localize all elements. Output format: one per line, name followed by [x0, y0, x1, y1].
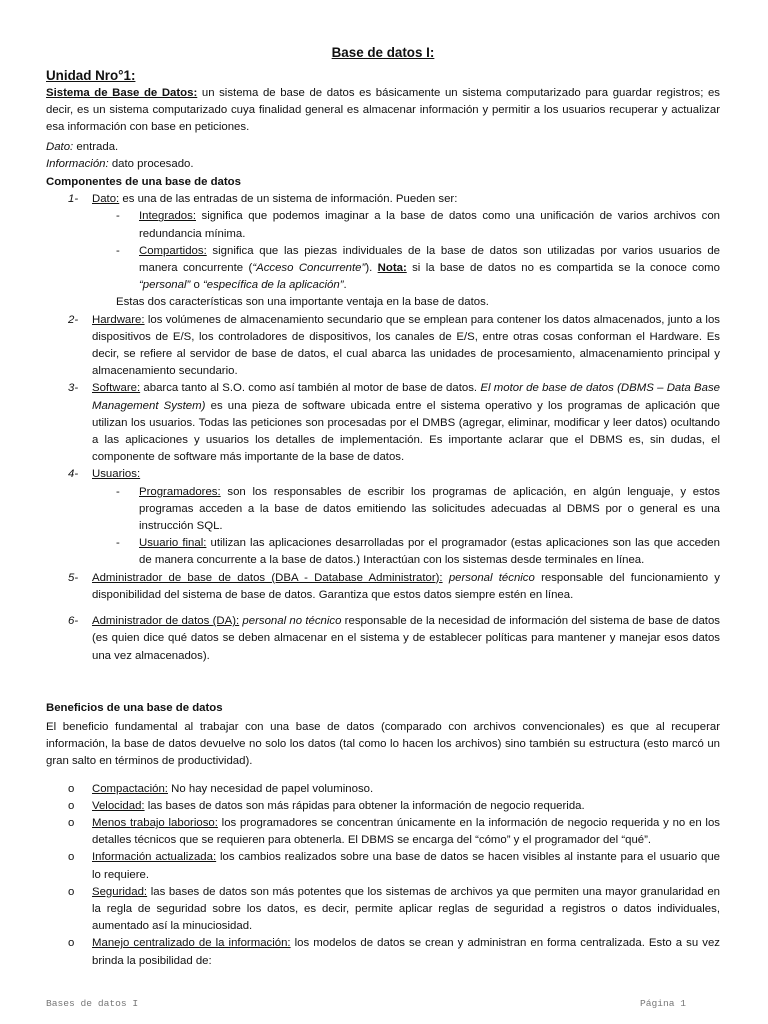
item-number: 5- — [68, 571, 79, 584]
benefit-text: los cambios realizados sobre una base de datos se hacen visibles al instante para el usuario que lo requiere. — [92, 851, 720, 881]
item-term: Software: — [92, 382, 141, 395]
sub-item-text: significa que podemos imaginar a la base de datos como una unificación de varios archivos con redundancia mínima. — [139, 210, 720, 240]
sub-item-italic: “específica de la aplicación” — [202, 279, 344, 292]
benefits-intro: El beneficio fundamental al trabajar con una base de datos (comparado con archivos convencionales) es que al recuperar información, la base de datos devuelve no solo los datos (tal como lo hacen los archivos) sino también su estructura (esto marcó un gran salto en términos de productividad). — [46, 720, 720, 768]
informacion-definition — [46, 156, 720, 173]
bullet-marker: o — [68, 816, 75, 829]
item-number: 2- — [68, 313, 79, 326]
dash-bullet: - — [116, 244, 120, 257]
sub-item-term: Compartidos: — [139, 244, 207, 257]
benefit-term: Compactación: — [92, 782, 168, 795]
benefit-term: Seguridad: — [92, 885, 148, 898]
bullet-marker: o — [68, 799, 75, 812]
item-term: Hardware: — [92, 313, 145, 326]
benefit-term: Menos trabajo laborioso: — [92, 816, 218, 829]
benefit-item — [46, 815, 720, 849]
item-number: 4- — [68, 468, 79, 481]
sub-item-text: significa que las piezas individuales de la base de datos son utilizadas por varios usuarios de manera concurrente ( — [139, 244, 720, 275]
item-italic: El motor de base de datos (DBMS – Data Base Management System) — [92, 382, 720, 412]
dash-bullet: - — [116, 210, 120, 223]
item-text: responsable del funcionamiento y disponibilidad del sistema de base de datos. Garantiza que estos datos siempre estén en línea. — [92, 571, 720, 601]
document-page — [46, 44, 720, 970]
unit-heading: Unidad Nro°1: — [46, 68, 136, 83]
dato-text: entrada. — [73, 140, 119, 153]
benefit-text: No hay necesidad de papel voluminoso. — [167, 782, 374, 795]
item-italic: personal técnico — [442, 571, 535, 584]
benefit-item — [46, 849, 720, 883]
footer-left: Bases de datos I — [46, 998, 139, 1009]
item-number: 1- — [68, 193, 79, 206]
intro-text: un sistema de base de datos es básicamente un sistema computarizado para guardar registros; es decir, es un sistema computarizado cuya finalidad general es almacenar información y permitir a los usuarios recuperar y actualizar esa información con base en peticiones. — [46, 87, 720, 134]
sub-item-text: utilizan las aplicaciones desarrolladas por el programador (estas aplicaciones son las que acceden de manera concurrente a la base de datos.) Interactúan con los sistemas desde terminales en línea. — [139, 537, 720, 567]
benefit-term: Información actualizada: — [92, 851, 217, 864]
benefits-list — [46, 781, 720, 970]
sub-item-text: son los responsables de escribir los programas de aplicación, en algún lenguaje, y estos programas acceden a la base de datos emitiendo las solicitudes adecuadas al DBMS por o general es una instrucción SQL. — [139, 485, 720, 533]
benefit-term: Velocidad: — [92, 799, 145, 812]
informacion-text: dato procesado. — [108, 157, 194, 170]
sub-item-text: si la base de datos no es compartida se la conoce como — [406, 262, 720, 275]
item-text: es una pieza de software ubicada entre el sistema operativo y los programas de aplicación que utilizan los usuarios. Todas las peticiones son procesadas por el DMBS (agregar, eliminar, modificar y leer datos) ocultando a las aplicaciones y usuarios los detalles de implementación. Es importante aclarar que el DBMS es, sin dudas, el componente de software más importante de la base de datos. — [92, 399, 721, 464]
item-term: Dato: — [92, 193, 120, 206]
benefit-text: las bases de datos son más rápidas para obtener la información de negocio requerida. — [144, 799, 585, 812]
sub-item-term: Usuario final: — [139, 537, 207, 550]
item-term: Administrador de datos (DA): — [92, 615, 240, 628]
sub-item-italic: “personal” — [139, 279, 191, 292]
sub-item-programadores — [46, 484, 720, 536]
sub-item-term: Programadores: — [139, 485, 221, 498]
component-item-da — [46, 613, 720, 665]
benefit-item — [46, 935, 720, 969]
dato-definition — [46, 139, 720, 156]
item-text: responsable de la necesidad de información del sistema de base de datos (es quien dice qué datos se deben almacenar en el sistema y de establecer políticas para mantener y manejar esos datos una vez almacenados). — [92, 615, 720, 662]
dash-bullet: - — [116, 537, 120, 550]
footer-page-number: Página 1 — [639, 998, 686, 1009]
item-text: es una de las entradas de un sistema de información. Pueden ser: — [119, 193, 458, 206]
component-item-dba — [46, 570, 720, 604]
item-number: 3- — [68, 382, 79, 395]
item-text: los volúmenes de almacenamiento secundario que se emplean para contener los datos almacenados, junto a los dispositivos de E/S, los controladores de dispositivos, los canales de E/S, entre otras cosas conforman el Hardware. Es decir, se refiere al servidor de base de datos, el cual abarca las unidades de procesamiento, almacenamiento principal y almacenamiento secundario. — [92, 313, 720, 378]
sub-item-text: . — [343, 279, 347, 292]
sub-item-compartidos — [46, 243, 720, 295]
dash-bullet: - — [116, 485, 120, 498]
components-heading: Componentes de una base de datos — [46, 176, 241, 189]
sub-item-integrados — [46, 208, 720, 242]
item-term: Usuarios: — [92, 468, 141, 481]
bullet-marker: o — [68, 851, 75, 864]
component-item-dato — [46, 191, 720, 208]
sub-item-text: ). — [365, 262, 378, 275]
item-text: abarca tanto al S.O. como así también al motor de base de datos. — [140, 382, 481, 395]
sub-item-italic: “Acceso Concurrente” — [252, 262, 366, 275]
sub-item-usuario-final — [46, 535, 720, 569]
bullet-marker: o — [68, 782, 75, 795]
component-item-usuarios — [46, 466, 720, 483]
benefit-term: Manejo centralizado de la información: — [92, 937, 291, 950]
item-number: 6- — [68, 615, 79, 628]
intro-term: Sistema de Base de Datos: — [46, 87, 198, 99]
benefit-text: los modelos de datos se crean y administran en forma centralizada. Esto a su vez brinda la posibilidad de: — [92, 937, 720, 967]
benefit-text: las bases de datos son más potentes que los sistemas de archivos ya que permiten una mayor granularidad en la regla de seguridad sobre los datos, es decir, permite aplicar reglas de seguridad a registros o datos individuales, aumentado así la minuciosidad. — [92, 885, 720, 933]
benefit-text: los programadores se concentran únicamente en la información de negocio requerida y no en los detalles técnicos que se requieren para obtenerla. El DBMS se encarga del “cómo” y el programador del “qué”. — [92, 816, 720, 847]
note-label: Nota: — [377, 262, 407, 275]
benefit-item — [46, 884, 720, 936]
document-title: Base de datos I: — [331, 45, 435, 60]
benefits-heading: Beneficios de una base de datos — [46, 701, 223, 714]
item-italic: personal no técnico — [239, 615, 342, 628]
intro-paragraph — [46, 85, 720, 137]
component-item-hardware — [46, 312, 720, 381]
dato-term: Dato: — [46, 140, 74, 153]
dato-note: Estas dos características son una importante ventaja en la base de datos. — [116, 296, 489, 309]
sub-item-text: o — [190, 279, 203, 292]
sub-item-term: Integrados: — [139, 210, 196, 223]
item-term: Administrador de base de datos (DBA - Database Administrator): — [92, 571, 443, 584]
informacion-term: Información: — [46, 157, 109, 170]
component-item-software — [46, 380, 720, 466]
bullet-marker: o — [68, 885, 75, 898]
benefit-item — [46, 781, 720, 798]
benefit-item — [46, 798, 720, 815]
bullet-marker: o — [68, 937, 75, 950]
